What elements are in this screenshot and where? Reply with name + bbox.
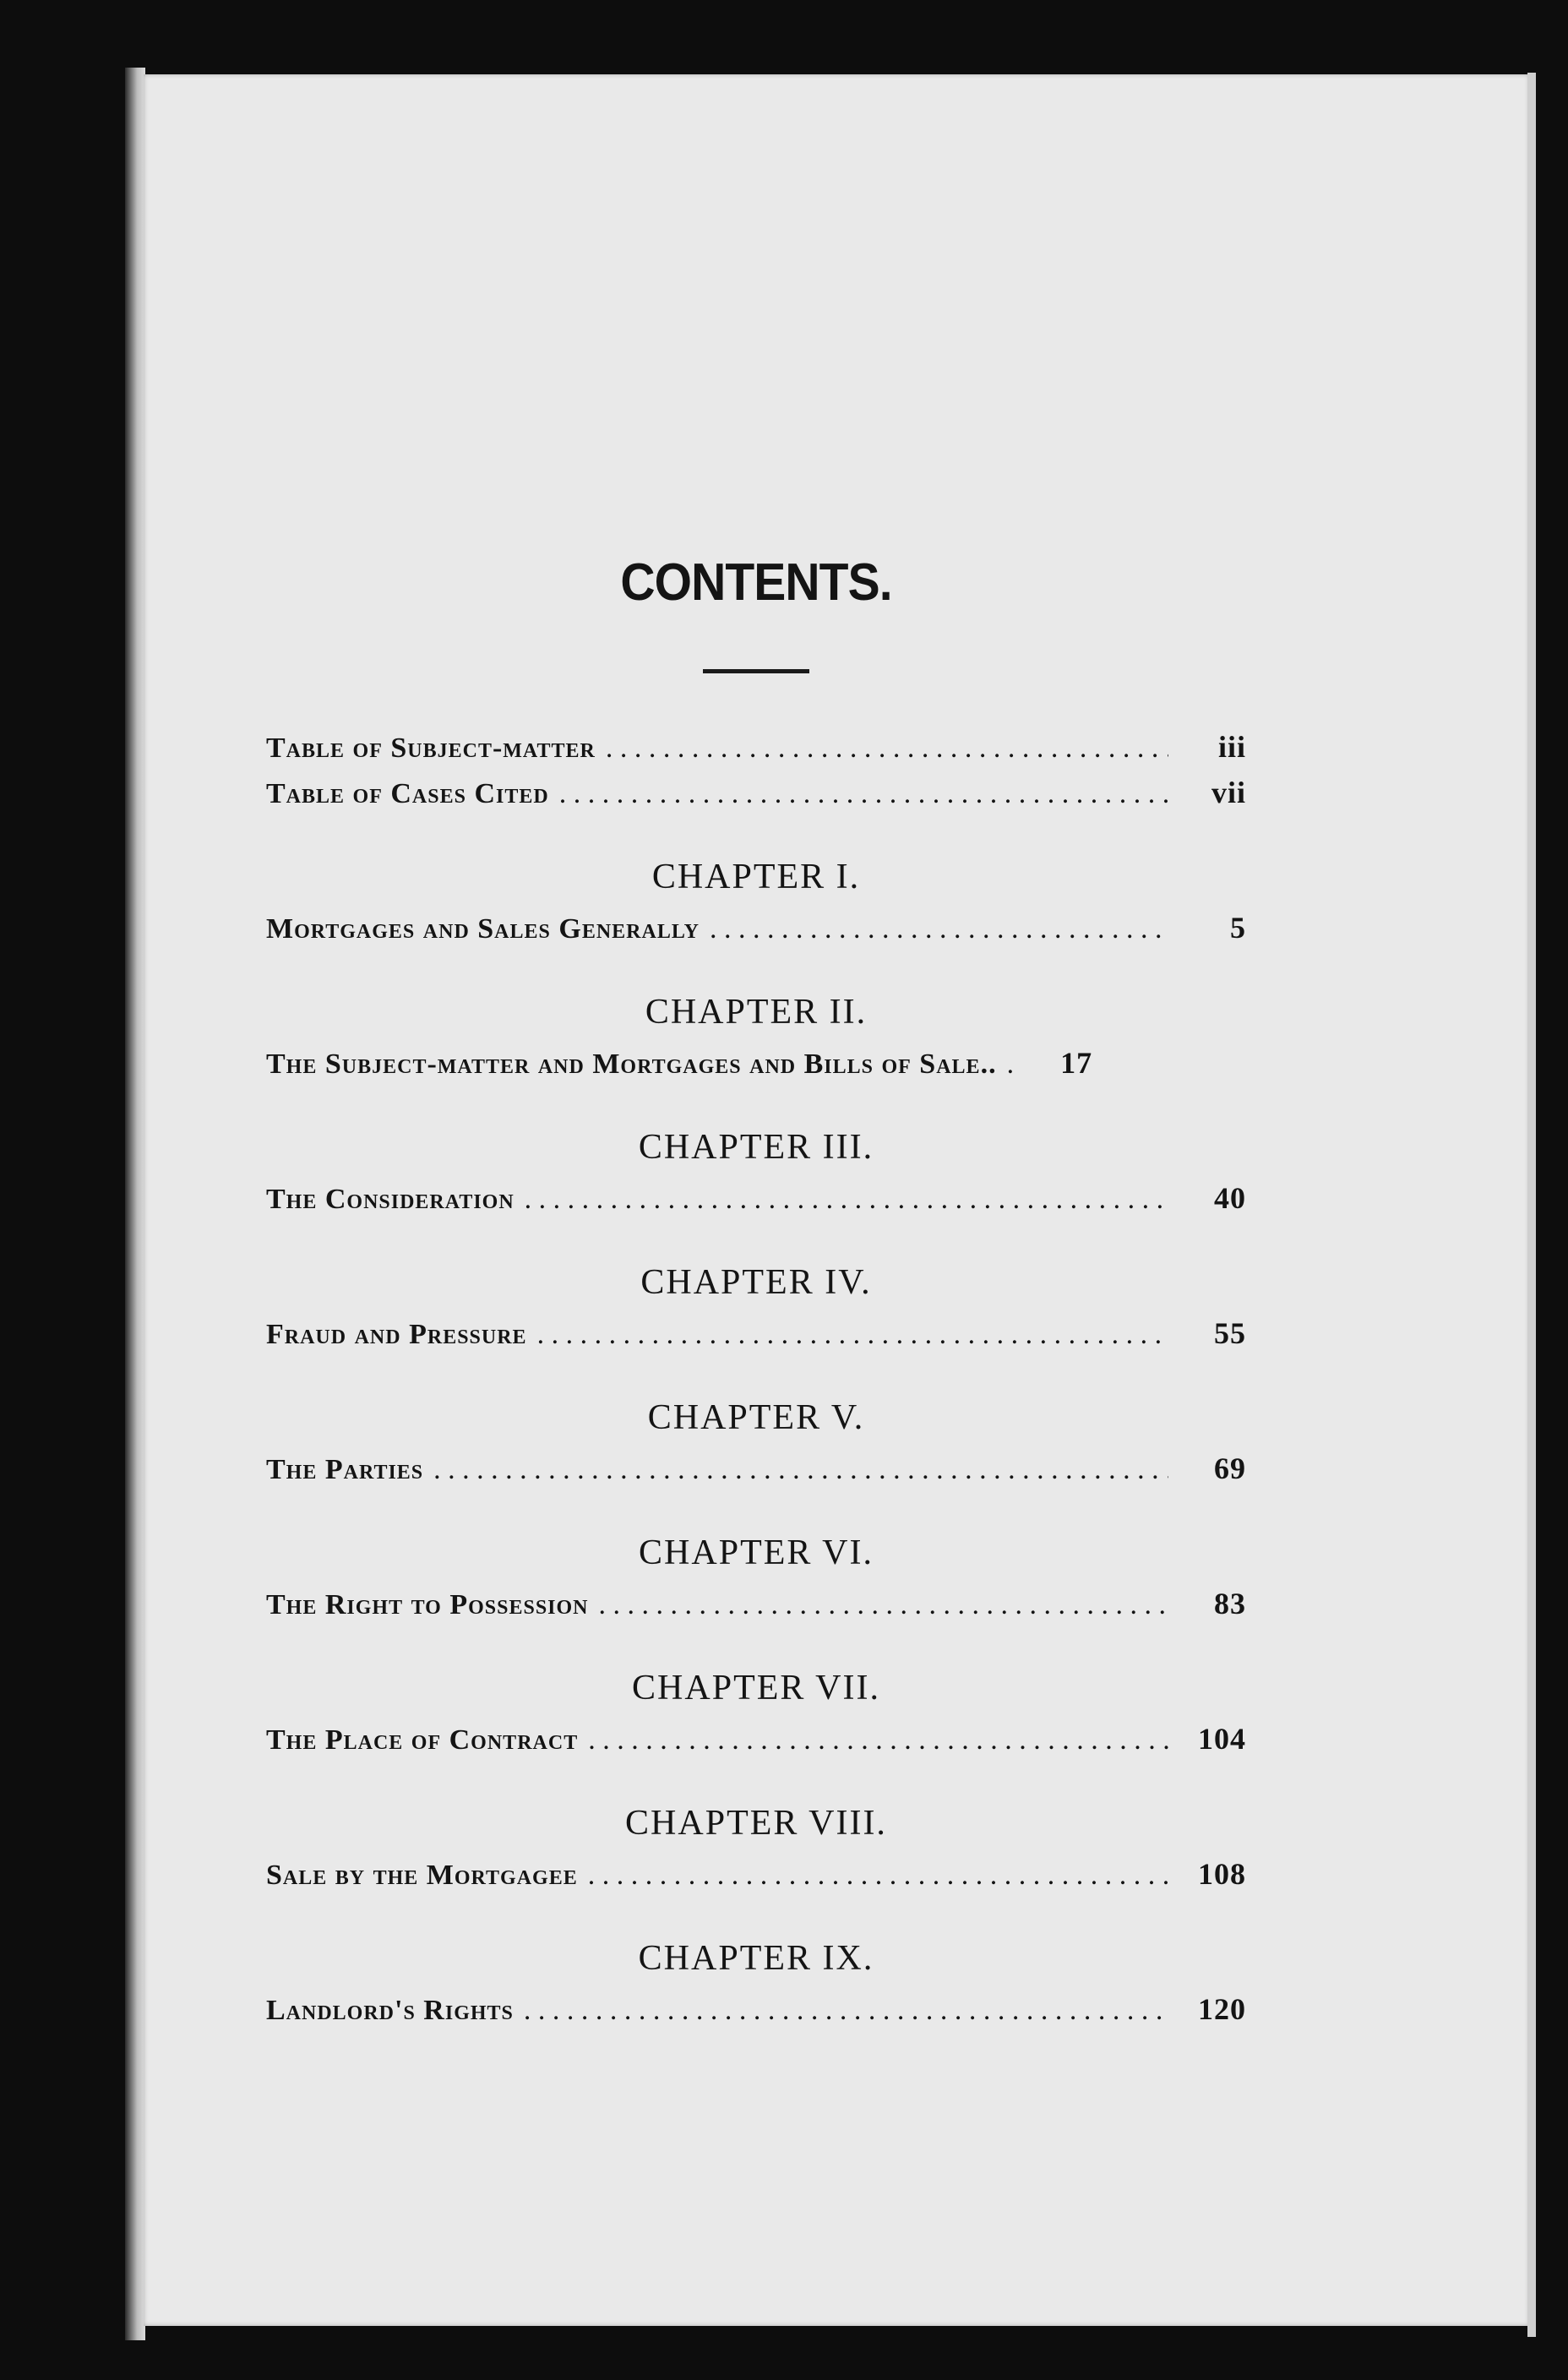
page-title: CONTENTS. bbox=[620, 553, 892, 612]
leader-dots bbox=[524, 1988, 1168, 2034]
chapter-heading: CHAPTER VII. bbox=[632, 1669, 880, 1707]
toc-entry-label: Table of Cases Cited bbox=[266, 778, 549, 809]
chapter-7 bbox=[266, 1660, 1246, 1762]
chapter-heading: CHAPTER VIII. bbox=[625, 1804, 887, 1843]
toc-entry[interactable] bbox=[266, 1851, 1246, 1897]
toc-entry-cases-cited[interactable] bbox=[266, 770, 1246, 815]
chapter-1 bbox=[266, 849, 1246, 950]
toc-page-number: 17 bbox=[1060, 1046, 1093, 1080]
toc-page-number: 69 bbox=[1214, 1451, 1246, 1485]
toc-page-number: 40 bbox=[1214, 1181, 1246, 1215]
toc-entry-label: The Subject-matter and Mortgages and Bills of Sale.. bbox=[266, 1048, 997, 1080]
chapter-2 bbox=[266, 984, 1246, 1086]
toc-entry[interactable] bbox=[266, 905, 1246, 950]
chapter-3 bbox=[266, 1119, 1246, 1221]
toc-entry-label: The Place of Contract bbox=[266, 1724, 579, 1756]
toc-page-number: 83 bbox=[1214, 1587, 1246, 1620]
leader-dots bbox=[599, 1582, 1168, 1628]
chapter-heading: CHAPTER II. bbox=[645, 993, 868, 1032]
leader-dots bbox=[1007, 1042, 1015, 1087]
toc-entry-label: Table of Subject-matter bbox=[266, 733, 596, 764]
toc-entry-label: The Parties bbox=[266, 1454, 424, 1485]
toc-entry-label: Sale by the Mortgagee bbox=[266, 1860, 578, 1891]
leader-dots bbox=[588, 1853, 1168, 1898]
toc-page-number: 5 bbox=[1230, 911, 1246, 945]
chapter-heading: CHAPTER III. bbox=[638, 1128, 874, 1167]
leader-dots bbox=[525, 1177, 1168, 1223]
leader-dots bbox=[433, 1447, 1168, 1493]
leader-dots bbox=[559, 771, 1168, 817]
chapter-heading: CHAPTER IX. bbox=[638, 1939, 874, 1978]
chapter-8 bbox=[266, 1795, 1246, 1897]
page-right-edge bbox=[1527, 73, 1536, 2337]
toc-entry[interactable] bbox=[266, 1175, 1246, 1221]
leader-dots bbox=[588, 1718, 1168, 1763]
toc-page-number: 108 bbox=[1198, 1857, 1246, 1891]
title-rule bbox=[703, 669, 809, 673]
leader-dots bbox=[606, 726, 1168, 771]
toc-page-number: 104 bbox=[1198, 1722, 1246, 1756]
toc-entry[interactable] bbox=[266, 1310, 1246, 1356]
contents-block bbox=[266, 541, 1246, 2032]
toc-entry-label: Landlord's Rights bbox=[266, 1995, 514, 2026]
toc-page-number: vii bbox=[1211, 776, 1246, 809]
toc-entry-label: The Consideration bbox=[266, 1184, 514, 1215]
toc-page-number: 55 bbox=[1214, 1316, 1246, 1350]
chapter-heading: CHAPTER V. bbox=[647, 1398, 865, 1437]
toc-entry[interactable] bbox=[266, 1986, 1246, 2032]
toc-entry-label: Mortgages and Sales Generally bbox=[266, 913, 700, 945]
toc-page-number: iii bbox=[1217, 730, 1246, 764]
toc-entry[interactable] bbox=[266, 1446, 1246, 1491]
chapter-4 bbox=[266, 1255, 1246, 1356]
chapter-heading: CHAPTER I. bbox=[651, 858, 861, 896]
chapter-heading: CHAPTER VI. bbox=[639, 1533, 874, 1572]
toc-page-number: 120 bbox=[1198, 1992, 1246, 2026]
chapter-heading: CHAPTER IV. bbox=[640, 1263, 872, 1302]
toc-entry-subject-matter[interactable] bbox=[266, 724, 1246, 770]
page-binding-edge bbox=[125, 68, 145, 2340]
toc-entry-label: The Right to Possession bbox=[266, 1589, 589, 1620]
toc-entry[interactable] bbox=[266, 1040, 1246, 1086]
chapter-6 bbox=[266, 1525, 1246, 1626]
toc-entry[interactable] bbox=[266, 1716, 1246, 1762]
chapter-5 bbox=[266, 1390, 1246, 1491]
leader-dots bbox=[537, 1312, 1168, 1358]
toc-entry[interactable] bbox=[266, 1581, 1246, 1626]
chapter-9 bbox=[266, 1931, 1246, 2032]
leader-dots bbox=[710, 907, 1168, 952]
toc-entry-label: Fraud and Pressure bbox=[266, 1319, 527, 1350]
